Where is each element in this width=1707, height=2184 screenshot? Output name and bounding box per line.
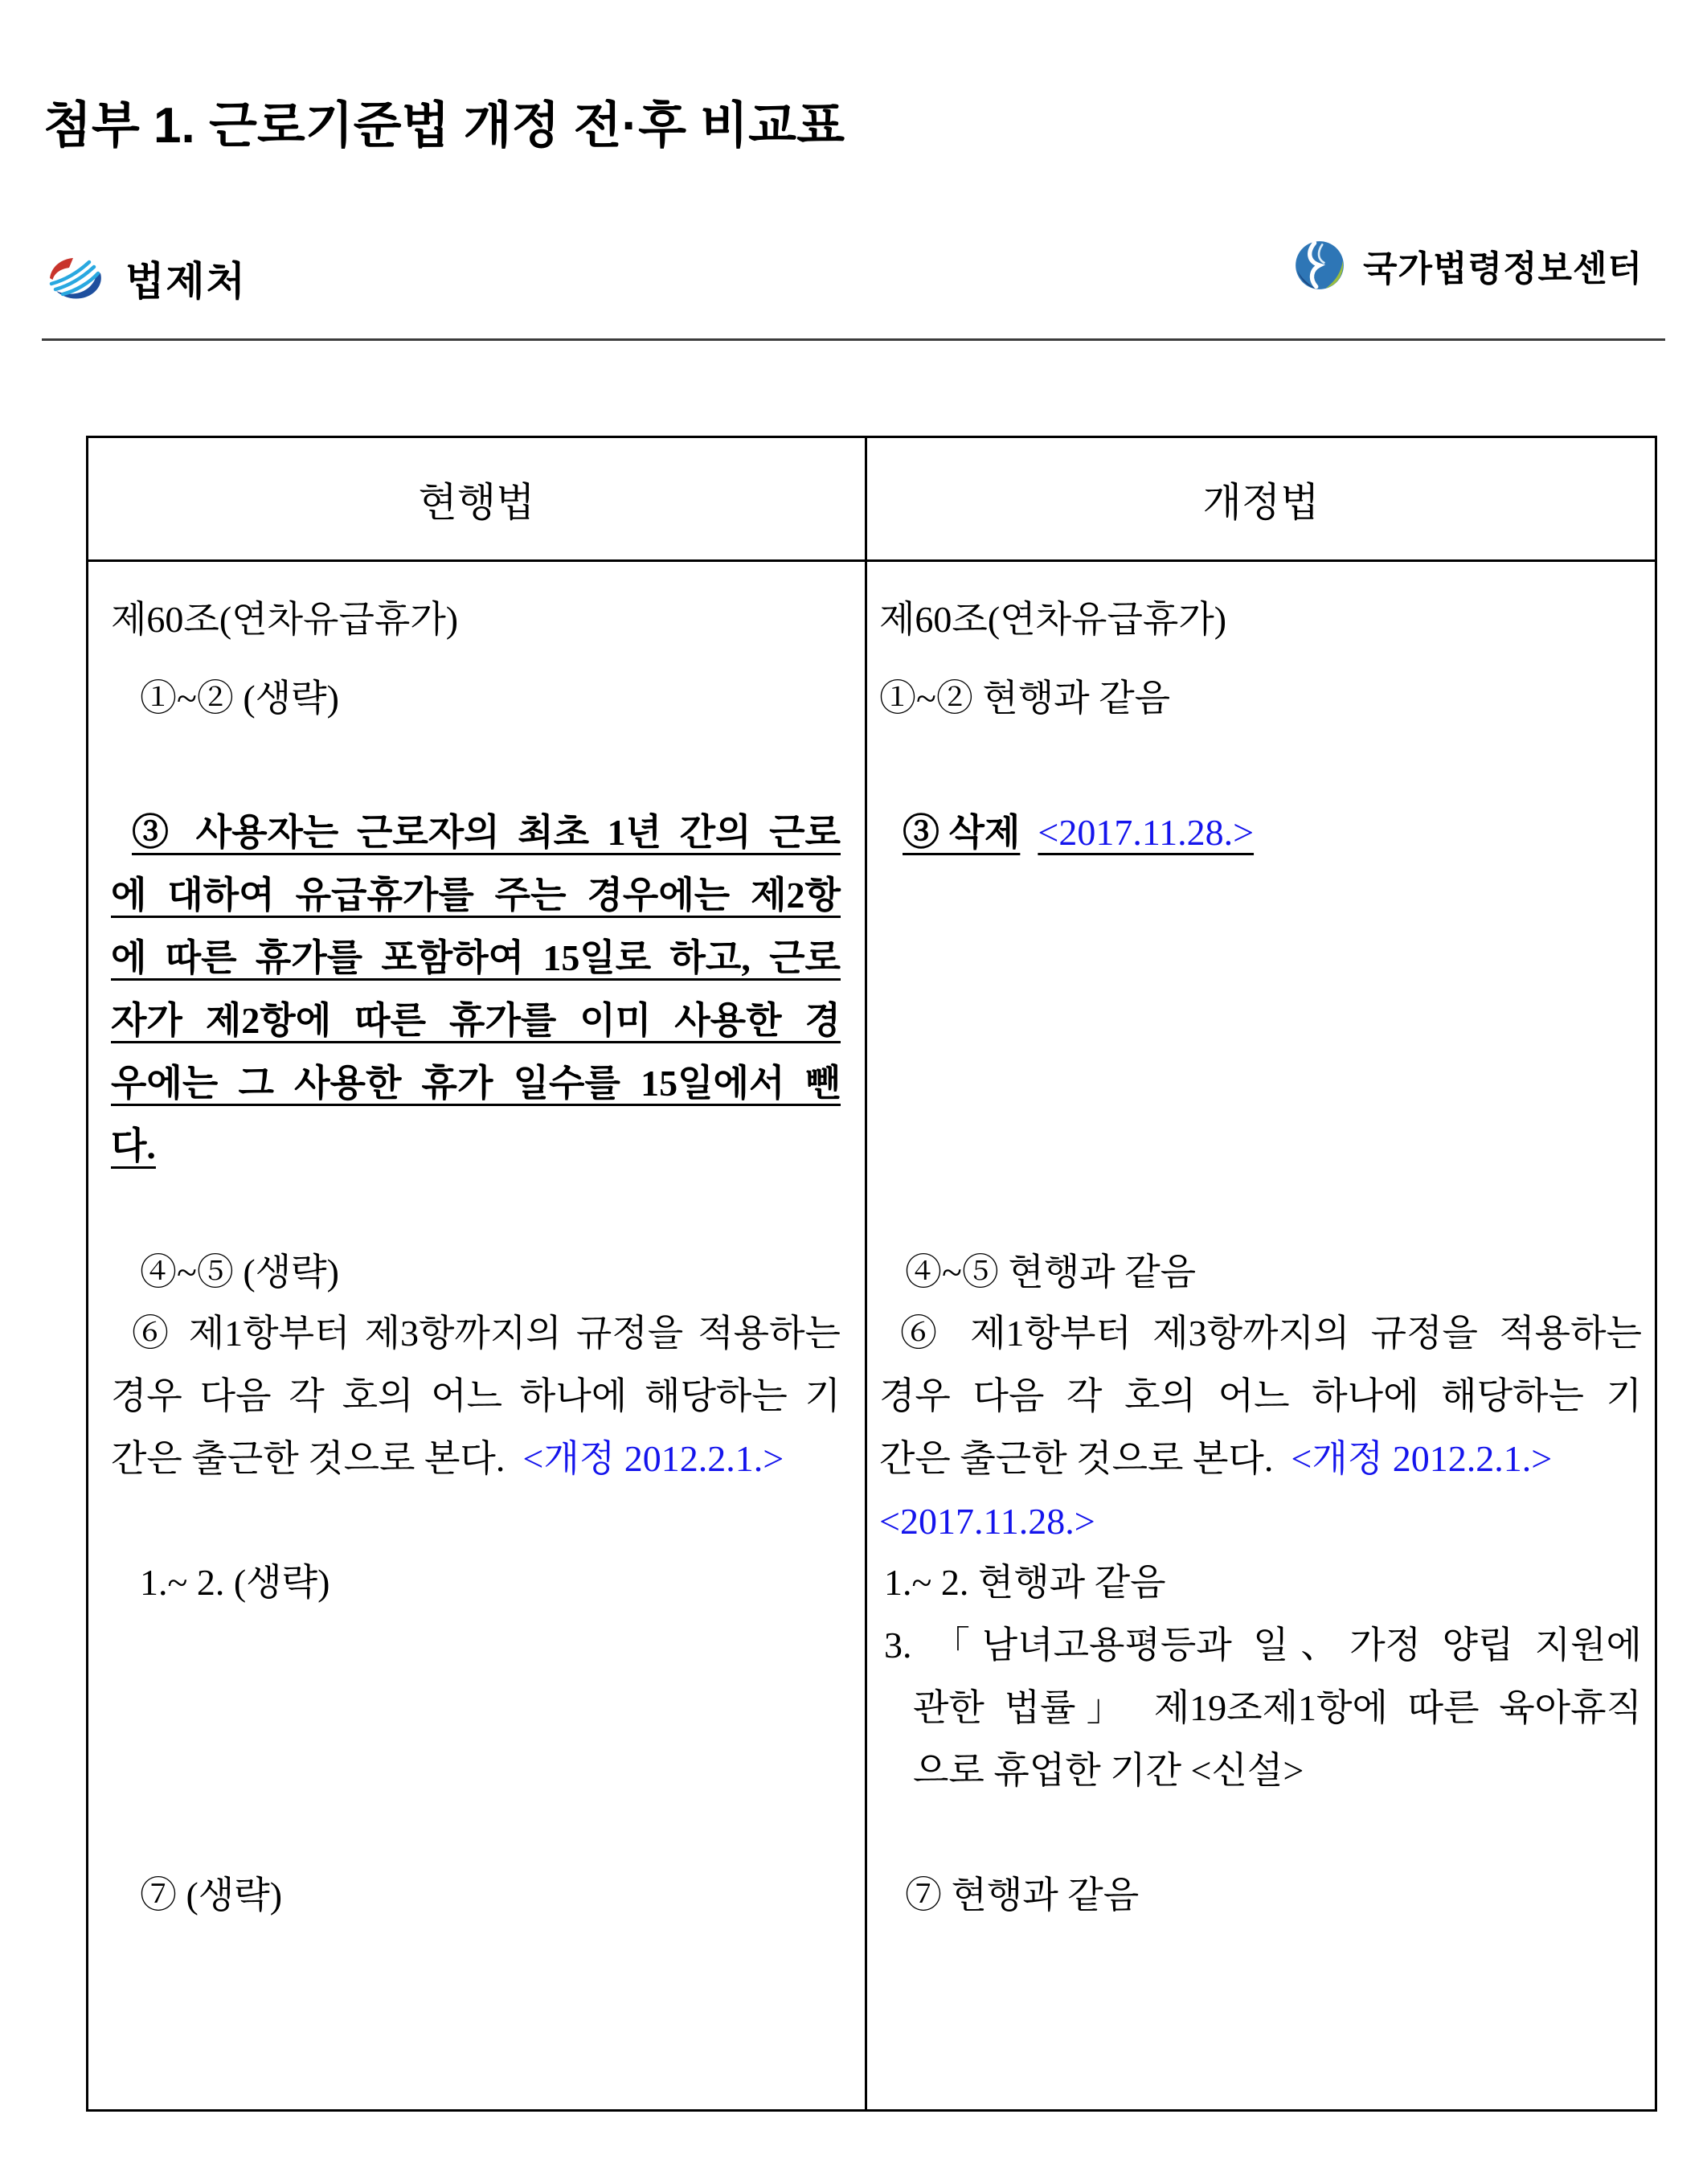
current-article-title: 제60조(연차유급휴가) <box>111 599 459 640</box>
revised-law-cell <box>867 562 1655 2109</box>
current-law-cell <box>88 562 865 2109</box>
amendment-tag-2012-revised[interactable]: <개정 2012.2.1.> <box>1291 1438 1553 1479</box>
current-paragraph-1-2: ①~② (생략) <box>140 678 339 719</box>
current-paragraph-6 <box>111 1302 841 1490</box>
current-paragraph-4-5: ④~⑤ (생략) <box>140 1252 339 1293</box>
revised-paragraph-6-line <box>879 1428 1642 1490</box>
moleg-emblem-icon <box>45 256 104 300</box>
revised-paragraph-3-deleted <box>903 801 1254 864</box>
current-paragraph-6-line <box>111 1428 841 1490</box>
column-header-current-law: 현행법 <box>418 479 535 525</box>
current-paragraph-6-line: ⑥ 제1항부터 제3항까지의 규정을 적용하는 <box>132 1313 841 1354</box>
header-divider <box>42 338 1665 341</box>
page-title: 첨부 1. 근로기준법 개정 전·후 비교표 <box>43 98 845 154</box>
revised-items-1-2: 1.~ 2. 현행과 같음 <box>884 1562 1166 1603</box>
current-items-1-2: 1.~ 2. (생략) <box>140 1562 330 1603</box>
amendment-tag-2017[interactable]: <2017.11.28.> <box>1038 812 1255 853</box>
current-paragraph-3 <box>111 801 841 1178</box>
law-info-center-logo <box>1294 240 1643 291</box>
revised-paragraph-6-line: 경우 다음 각 호의 어느 하나에 해당하는 기 <box>879 1375 1642 1416</box>
current-paragraph-6-line: 경우 다음 각 호의 어느 하나에 해당하는 기 <box>111 1375 841 1416</box>
revised-paragraph-6 <box>879 1302 1642 1553</box>
current-paragraph-6-text: 간은 출근한 것으로 본다. <box>111 1438 506 1479</box>
law-info-center-emblem-icon <box>1294 240 1345 291</box>
moleg-logo <box>45 249 247 307</box>
revised-item-3-line: 으로 휴업한 기간 <신설> <box>913 1750 1304 1791</box>
amendment-tag-2017-revised[interactable]: <2017.11.28.> <box>879 1501 1095 1542</box>
revised-paragraph-6-text: 간은 출근한 것으로 본다. <box>879 1438 1274 1479</box>
revised-paragraph-1-2: ①~② 현행과 같음 <box>879 678 1171 719</box>
revised-item-3-line: 관한 법률」 제19조제1항에 따른 육아휴직 <box>913 1687 1642 1728</box>
revised-paragraph-4-5: ④~⑤ 현행과 같음 <box>905 1252 1197 1293</box>
law-info-center-logo-label: 국가법령정보센터 <box>1362 249 1643 289</box>
revised-item-3-line: 3. 「남녀고용평등과 일、가정 양립 지원에 <box>884 1625 1642 1666</box>
current-paragraph-7: ⑦ (생략) <box>140 1875 283 1916</box>
moleg-logo-label: 법제처 <box>125 259 247 304</box>
revised-paragraph-7: ⑦ 현행과 같음 <box>905 1875 1140 1916</box>
revised-article-title: 제60조(연차유급휴가) <box>879 599 1227 640</box>
revised-paragraph-3-label: ③ 삭제 <box>903 812 1021 853</box>
current-paragraph-3-line: 다. <box>111 1125 156 1166</box>
current-paragraph-3-line: 에 대하여 유급휴가를 주는 경우에는 제2항 <box>111 875 841 916</box>
revised-paragraph-6-line: ⑥ 제1항부터 제3항까지의 규정을 적용하는 <box>900 1313 1642 1354</box>
current-paragraph-3-line: 자가 제2항에 따른 휴가를 이미 사용한 경 <box>111 1000 841 1041</box>
amendment-tag-2012[interactable]: <개정 2012.2.1.> <box>522 1438 784 1479</box>
current-paragraph-3-line: 에 따른 휴가를 포함하여 15일로 하고, 근로 <box>111 937 841 978</box>
column-header-revised-law: 개정법 <box>1202 479 1320 525</box>
comparison-table <box>86 436 1657 2112</box>
current-paragraph-3-line: ③ 사용자는 근로자의 최초 1년 간의 근로 <box>132 812 841 853</box>
current-paragraph-3-line: 우에는 그 사용한 휴가 일수를 15일에서 뺀 <box>111 1063 841 1104</box>
revised-item-3 <box>879 1614 1642 1802</box>
